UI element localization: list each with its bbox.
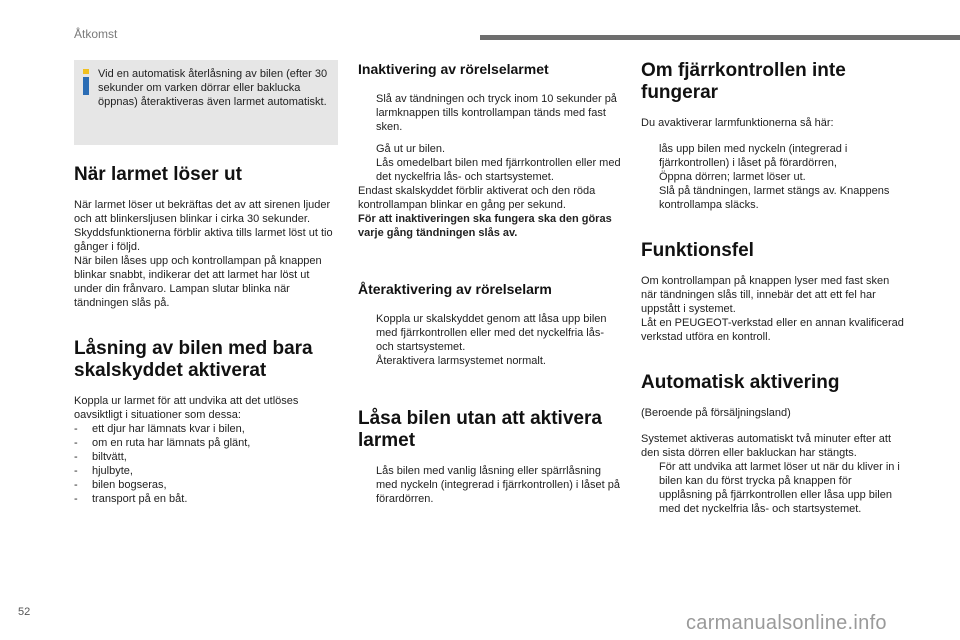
column-3 — [641, 60, 905, 544]
paragraph: Skyddsfunktionerna förblir aktiva tills larmet löst ut tio gånger i följd. — [74, 227, 333, 253]
section-title: När larmet löser ut — [74, 164, 242, 185]
list-item: Lås bilen med vanlig låsning eller spärrlåsning med nyckeln (integrerad i fjärrkontrollen) i låset på förardörren. — [376, 465, 620, 505]
chapter-title: Åtkomst — [74, 27, 118, 41]
section-title: Automatisk aktivering — [641, 372, 840, 393]
section-larm-loser-ut — [74, 164, 338, 310]
list-item: Återaktivera larmsystemet normalt. — [376, 355, 546, 367]
paragraph: När bilen låses upp och kontrollampan på knappen blinkar snabbt, indikerar det att larmet har löst ut under din frånvaro. Lampan slutar blinka när tändningen slås på. — [74, 255, 322, 309]
list-item: Slå på tändningen, larmet stängs av. Knappens kontrollampa släcks. — [659, 185, 890, 211]
list-item: Öppna dörren; larmet löser ut. — [659, 171, 806, 183]
section-title: Låsa bilen utan att aktivera larmet — [358, 408, 602, 451]
section-lasning-skalskydd — [74, 338, 338, 506]
paragraph: Låt en PEUGEOT-verkstad eller en annan kvalificerad verkstad utföra en kontroll. — [641, 317, 904, 343]
section-fjarrkontroll — [641, 60, 905, 212]
list-item: För att undvika att larmet löser ut när du kliver in i bilen kan du först trycka på knappen för upplåsning på fjärrkontrollen eller låsa upp bilen med det nyckelfria lås- och startsystemet. — [659, 461, 900, 515]
page-number: 52 — [18, 606, 31, 618]
list-item: - om en ruta har lämnats på glänt, — [74, 437, 251, 449]
section-title: Låsning av bilen med bara skalskyddet aktiverat — [74, 338, 313, 381]
list-item: - hjulbyte, — [74, 465, 133, 477]
header-bar — [480, 35, 960, 40]
list-item: Koppla ur skalskyddet genom att låsa upp bilen med fjärrkontrollen eller med det nyckelfria lås- och startsystemet. — [376, 313, 607, 353]
section-ateraktivering — [358, 280, 622, 368]
list-item: - bilen bogseras, — [74, 479, 167, 491]
section-funktionsfel — [641, 240, 905, 344]
page-header — [0, 0, 960, 44]
list-item: - biltvätt, — [74, 451, 127, 463]
list-item: Lås omedelbart bilen med fjärrkontrollen eller med det nyckelfria lås- och startsystemet. — [376, 157, 621, 183]
paragraph: Du avaktiverar larmfunktionerna så här: — [641, 117, 834, 129]
list-item: lås upp bilen med nyckeln (integrerad i fjärrkontrollen) i låset på förardörren, — [659, 143, 848, 169]
column-2 — [358, 60, 622, 534]
section-title: Inaktivering av rörelselarmet — [358, 61, 549, 77]
column-1 — [74, 60, 338, 534]
info-box — [74, 60, 338, 145]
paragraph: När larmet löser ut bekräftas det av att sirenen ljuder och att blinkersljusen blinkar i cirka 30 sekunder. — [74, 199, 331, 225]
paragraph: Om kontrollampan på knappen lyser med fast sken när tändningen slås till, innebär det att ett fel har uppstått i systemet. — [641, 275, 890, 315]
section-inaktivering — [358, 60, 622, 240]
paragraph: Endast skalskyddet förblir aktiverat och den röda kontrollampan blinkar en gång per sekund. — [358, 185, 596, 211]
paragraph: (Beroende på försäljningsland) — [641, 407, 791, 419]
section-title: Om fjärrkontrollen inte fungerar — [641, 60, 846, 103]
section-title: Funktionsfel — [641, 240, 754, 261]
info-icon — [83, 69, 89, 95]
info-text: Vid en automatisk återlåsning av bilen (efter 30 sekunder om varken dörrar eller baklucka öppnas) återaktiveras även larmet automatiskt. — [98, 68, 328, 108]
paragraph-bold: För att inaktiveringen ska fungera ska den göras varje gång tändningen slås av. — [358, 213, 612, 239]
list-item: Gå ut ur bilen. — [376, 143, 446, 155]
section-automatisk-aktivering — [641, 372, 905, 516]
section-title: Återaktivering av rörelselarm — [358, 281, 552, 297]
list-item: - transport på en båt. — [74, 493, 188, 505]
list-item: Slå av tändningen och tryck inom 10 sekunder på larmknappen tills kontrollampan tänds med fast sken. — [376, 93, 617, 133]
paragraph: Systemet aktiveras automatiskt två minuter efter att den sista dörren eller bakluckan har stängts. — [641, 433, 892, 459]
section-lasa-utan-larm — [358, 408, 622, 506]
paragraph: Koppla ur larmet för att undvika att det utlöses oavsiktligt i situationer som dessa: — [74, 395, 299, 421]
watermark: carmanualsonline.info — [686, 612, 887, 634]
list-item: - ett djur har lämnats kvar i bilen, — [74, 423, 245, 435]
